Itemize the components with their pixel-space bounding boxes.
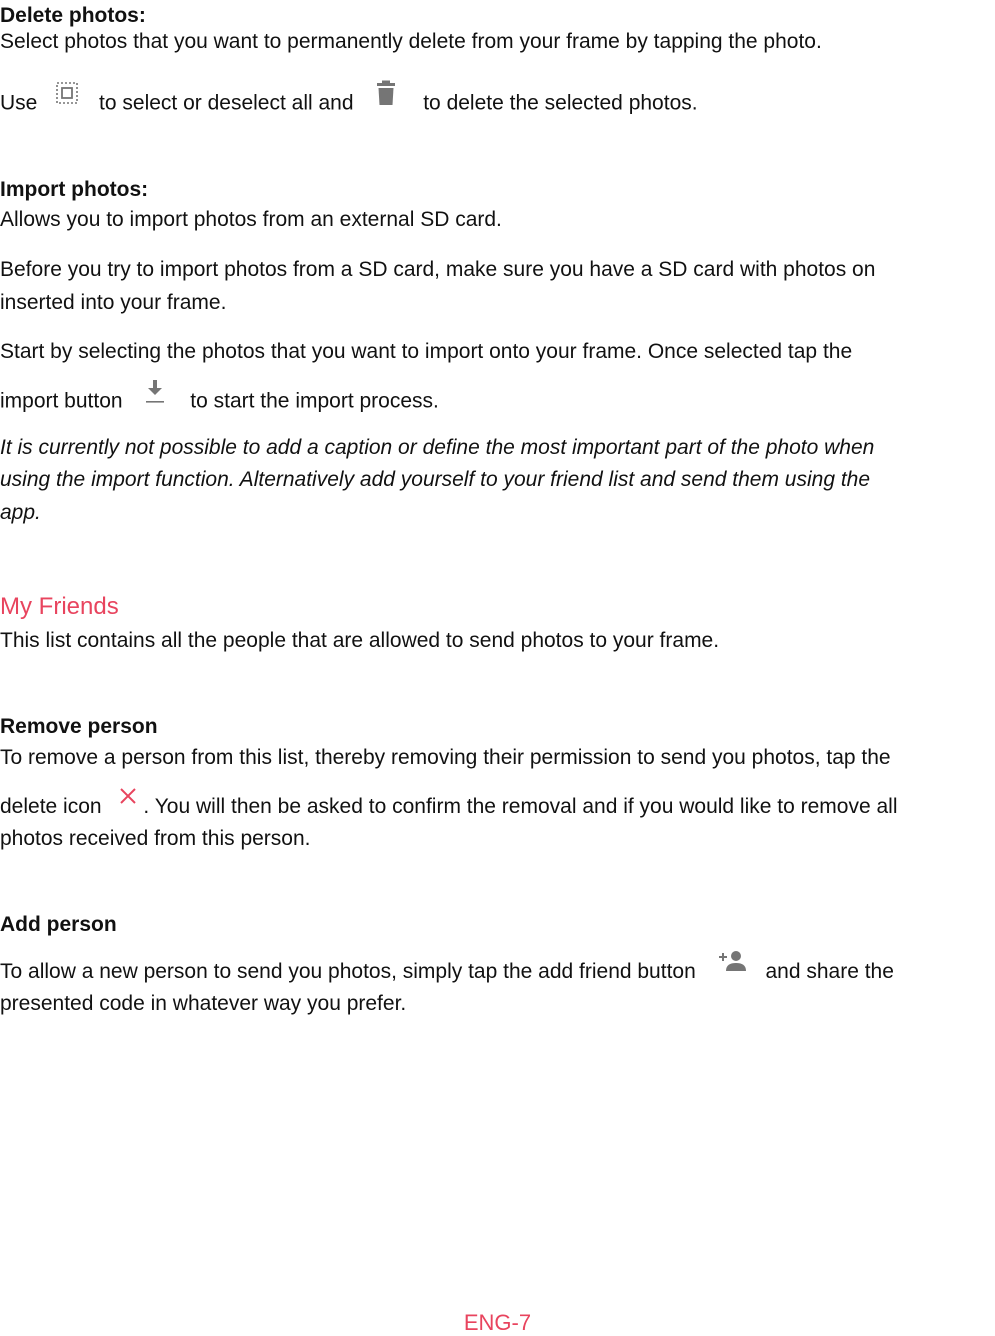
add-person-icon xyxy=(718,950,746,982)
import-button-pre: import button xyxy=(0,389,123,413)
remove-line-2-pre: delete icon xyxy=(0,795,102,818)
delete-use-line xyxy=(0,86,995,122)
delete-use-mid: to select or deselect all and xyxy=(99,91,354,115)
select-all-icon xyxy=(55,81,79,115)
import-line-3b xyxy=(0,384,995,420)
remove-line-3: photos received from this person. xyxy=(0,827,311,850)
remove-line-2 xyxy=(0,791,995,823)
add-line-2: presented code in whatever way you prefer. xyxy=(0,992,407,1015)
page-number: ENG-7 xyxy=(463,1310,532,1335)
delete-use-pre: Use xyxy=(0,91,38,115)
delete-heading: Delete photos: xyxy=(0,4,146,27)
add-line-1-post: and share the xyxy=(765,960,894,983)
delete-line-1: Select photos that you want to permanently delete from your frame by tapping the photo. xyxy=(0,30,822,53)
import-line-3a: Start by selecting the photos that you want to import onto your frame. Once selected tap the xyxy=(0,340,853,363)
download-icon xyxy=(142,378,168,414)
import-note-a: It is currently not possible to add a caption or define the most important part of the photo when xyxy=(0,436,875,459)
remove-line-1: To remove a person from this list, thereby removing their permission to send you photos, tap the xyxy=(0,746,891,769)
delete-use-post: to delete the selected photos. xyxy=(423,91,698,115)
add-line-1-pre: To allow a new person to send you photos, simply tap the add friend button xyxy=(0,960,696,983)
remove-line-2-post: . You will then be asked to confirm the removal and if you would like to remove all xyxy=(143,795,898,818)
import-line-1: Allows you to import photos from an external SD card. xyxy=(0,208,502,231)
import-note-b: using the import function. Alternatively add yourself to your friend list and send them using the xyxy=(0,468,871,491)
import-line-2a: Before you try to import photos from a SD card, make sure you have a SD card with photos on xyxy=(0,258,876,281)
friends-line-1: This list contains all the people that are allowed to send photos to your frame. xyxy=(0,629,720,652)
trash-icon xyxy=(375,80,397,116)
remove-heading: Remove person xyxy=(0,715,158,738)
import-heading: Import photos: xyxy=(0,178,149,201)
friends-title: My Friends xyxy=(0,593,119,620)
close-icon xyxy=(119,783,137,815)
import-line-2b: inserted into your frame. xyxy=(0,291,227,314)
import-note-c: app. xyxy=(0,501,41,524)
import-button-post: to start the import process. xyxy=(190,389,439,413)
add-heading: Add person xyxy=(0,913,117,936)
add-line-1 xyxy=(0,956,995,988)
